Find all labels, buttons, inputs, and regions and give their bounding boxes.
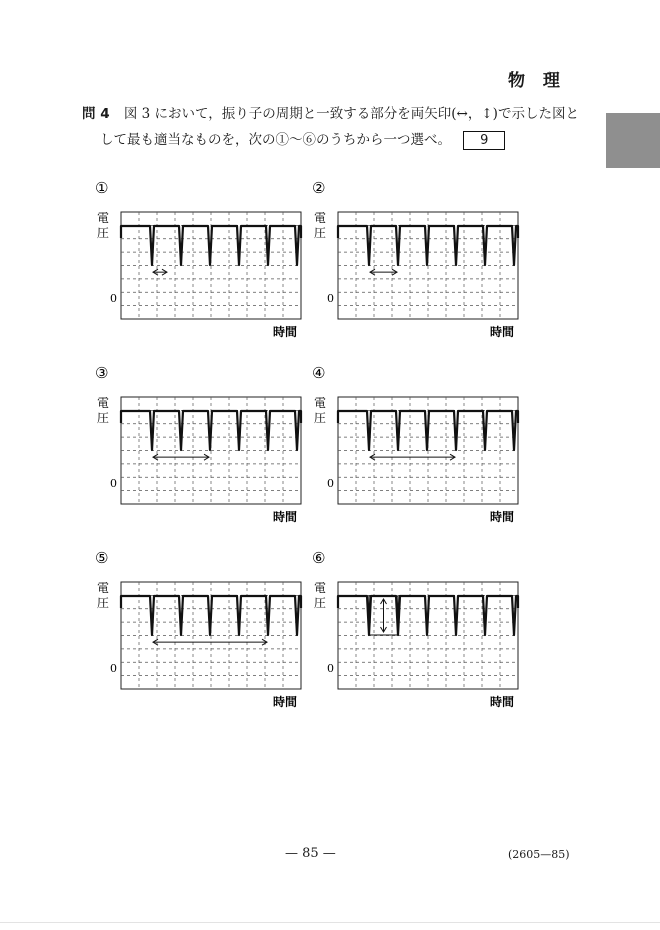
y-axis-label: 圧 [97, 411, 110, 425]
option-4-graph [310, 365, 525, 525]
y-axis-label: 圧 [97, 596, 110, 610]
y-axis-label: 圧 [314, 596, 327, 610]
zero-label: 0 [327, 662, 334, 675]
question-number: 問 4 [82, 106, 110, 122]
voltage-trace [338, 226, 518, 265]
option-1-panel[interactable] [93, 180, 308, 340]
voltage-trace [338, 596, 518, 635]
voltage-trace [121, 226, 301, 265]
zero-label: 0 [327, 292, 334, 305]
x-axis-label: 時間 [273, 695, 298, 709]
option-5-graph [93, 550, 308, 710]
option-6-graph [310, 550, 525, 710]
option-label: ① [95, 179, 109, 197]
zero-label: 0 [110, 292, 117, 305]
question-line-1 [82, 102, 579, 122]
option-label: ⑤ [95, 549, 109, 567]
option-1-graph [93, 180, 308, 340]
x-axis-label: 時間 [490, 325, 515, 339]
zero-label: 0 [110, 477, 117, 490]
y-axis-label: 圧 [97, 226, 110, 240]
exam-code: (2605—85) [508, 848, 570, 861]
x-axis-label: 時間 [273, 325, 298, 339]
x-axis-label: 時間 [490, 510, 515, 524]
voltage-trace [121, 411, 301, 450]
y-axis-label: 電 [314, 211, 327, 225]
section-tab [606, 113, 660, 168]
zero-label: 0 [327, 477, 334, 490]
option-3-panel[interactable] [93, 365, 308, 525]
option-label: ④ [312, 364, 326, 382]
subject-heading: 物 理 [508, 71, 566, 91]
answer-box[interactable]: 9 [463, 131, 505, 150]
y-axis-label: 電 [314, 581, 327, 595]
option-2-graph [310, 180, 525, 340]
option-5-panel[interactable] [93, 550, 308, 710]
page-edge [0, 922, 660, 923]
voltage-trace [338, 411, 518, 450]
option-label: ② [312, 179, 326, 197]
x-axis-label: 時間 [273, 510, 298, 524]
page-number: — 85 — [285, 846, 336, 861]
voltage-trace [121, 596, 301, 635]
option-6-panel[interactable] [310, 550, 525, 710]
y-axis-label: 電 [97, 396, 110, 410]
x-axis-label: 時間 [490, 695, 515, 709]
option-label: ⑥ [312, 549, 326, 567]
option-label: ③ [95, 364, 109, 382]
option-4-panel[interactable] [310, 365, 525, 525]
y-axis-label: 電 [97, 211, 110, 225]
zero-label: 0 [110, 662, 117, 675]
y-axis-label: 電 [97, 581, 110, 595]
question-line-2 [100, 128, 505, 150]
question-text-2: して最も適当なものを，次の①～⑥のうちから一つ選べ。 [100, 132, 451, 148]
option-3-graph [93, 365, 308, 525]
option-2-panel[interactable] [310, 180, 525, 340]
question-text-1: 図 3 において，振り子の周期と一致する部分を両矢印(↔，↕)で示した図と [123, 106, 579, 122]
y-axis-label: 電 [314, 396, 327, 410]
y-axis-label: 圧 [314, 411, 327, 425]
y-axis-label: 圧 [314, 226, 327, 240]
